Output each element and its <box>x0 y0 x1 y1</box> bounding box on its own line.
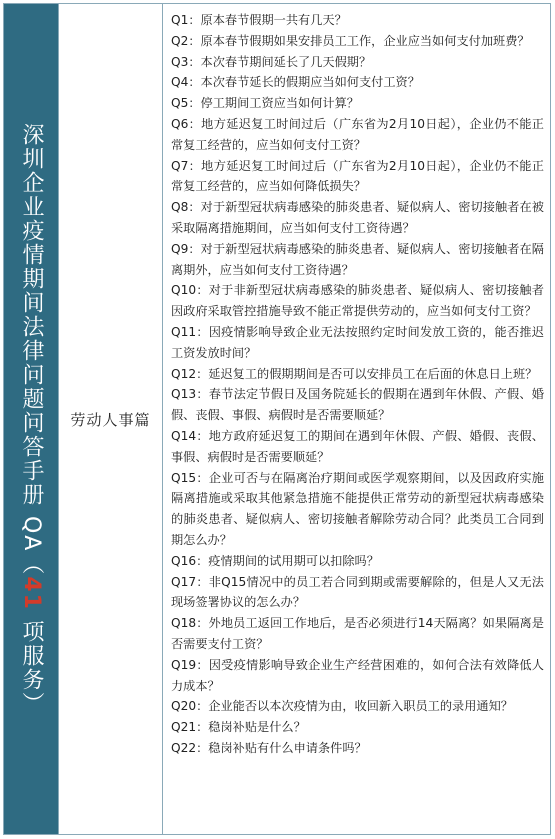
question-item: Q6：地方延迟复工时间过后（广东省为2月10日起），企业仍不能正常复工经营的，应当如何支付工资？ <box>171 116 544 152</box>
question-item: Q22：稳岗补贴有什么申请条件吗？ <box>171 740 367 755</box>
question-item: Q7：地方延迟复工时间过后（广东省为2月10日起），企业仍不能正常复工经营的，应当如何降低损失？ <box>171 158 544 194</box>
question-item: Q18：外地员工返回工作地后，是否必须进行14天隔离？如果隔离是否需要支付工资？ <box>171 616 544 651</box>
question-item: Q21：稳岗补贴是什么？ <box>171 720 306 735</box>
question-item: Q11：因疫情影响导致企业无法按照约定时间发放工资的，能否推迟工资发放时间？ <box>171 324 544 360</box>
question-item: Q3：本次春节期间延长了几天假期？ <box>171 54 372 69</box>
question-list <box>163 4 550 834</box>
manual-title <box>16 123 46 716</box>
manual-title-suffix: 项服务） <box>19 610 44 716</box>
question-item: Q5：停工期间工资应当如何计算？ <box>171 96 359 111</box>
qa-table <box>3 3 551 835</box>
manual-title-number: 41 <box>19 575 44 611</box>
category-label: 劳动人事篇 <box>70 410 151 429</box>
question-item: Q1：原本春节假期一共有几天？ <box>171 13 347 27</box>
manual-title-panel <box>4 4 59 834</box>
category-cell <box>59 4 163 834</box>
question-item: Q10：对于非新型冠状病毒感染的肺炎患者、疑似病人、密切接触者因政府采取管控措施导致不能正常提供劳动的，应当如何支付工资？ <box>171 283 544 319</box>
question-item: Q17：非Q15情况中的员工若合同到期或需要解除的，但是人又无法现场签署协议的怎么办？ <box>171 574 544 610</box>
question-item: Q12：延迟复工的假期期间是否可以安排员工在后面的休息日上班？ <box>171 366 538 381</box>
question-item: Q19：因受疫情影响导致企业生产经营困难的，如何合法有效降低人力成本？ <box>171 657 544 693</box>
question-item: Q16：疫情期间的试用期可以扣除吗？ <box>171 553 379 568</box>
question-item: Q15：企业可否与在隔离治疗期间或医学观察期间，以及因政府实施隔离措施或采取其他紧急措施不能提供正常劳动的新型冠状病毒感染的肺炎患者、疑似病人、密切接触者解除劳动合同？此类员工合同到期怎么办？ <box>171 470 544 547</box>
manual-title-prefix: 深圳企业疫情期间法律问题问答手册 QA（ <box>19 122 44 576</box>
question-item: Q14：地方政府延迟复工的期间在遇到年休假、产假、婚假、丧假、事假、病假时是否需要顺延？ <box>171 428 544 464</box>
question-item: Q2：原本春节假期如果安排员工工作，企业应当如何支付加班费？ <box>171 33 530 48</box>
question-item: Q13：春节法定节假日及国务院延长的假期在遇到年休假、产假、婚假、丧假、事假、病假时是否需要顺延？ <box>171 387 544 423</box>
question-item: Q8：对于新型冠状病毒感染的肺炎患者、疑似病人、密切接触者在被采取隔离措施期间，应当如何支付工资待遇？ <box>171 200 544 235</box>
question-item: Q20：企业能否以本次疫情为由，收回新入职员工的录用通知？ <box>171 699 513 714</box>
question-item: Q4：本次春节延长的假期应当如何支付工资？ <box>171 75 420 90</box>
question-item: Q9：对于新型冠状病毒感染的肺炎患者、疑似病人、密切接触者在隔离期外，应当如何支付工资待遇？ <box>171 241 544 277</box>
